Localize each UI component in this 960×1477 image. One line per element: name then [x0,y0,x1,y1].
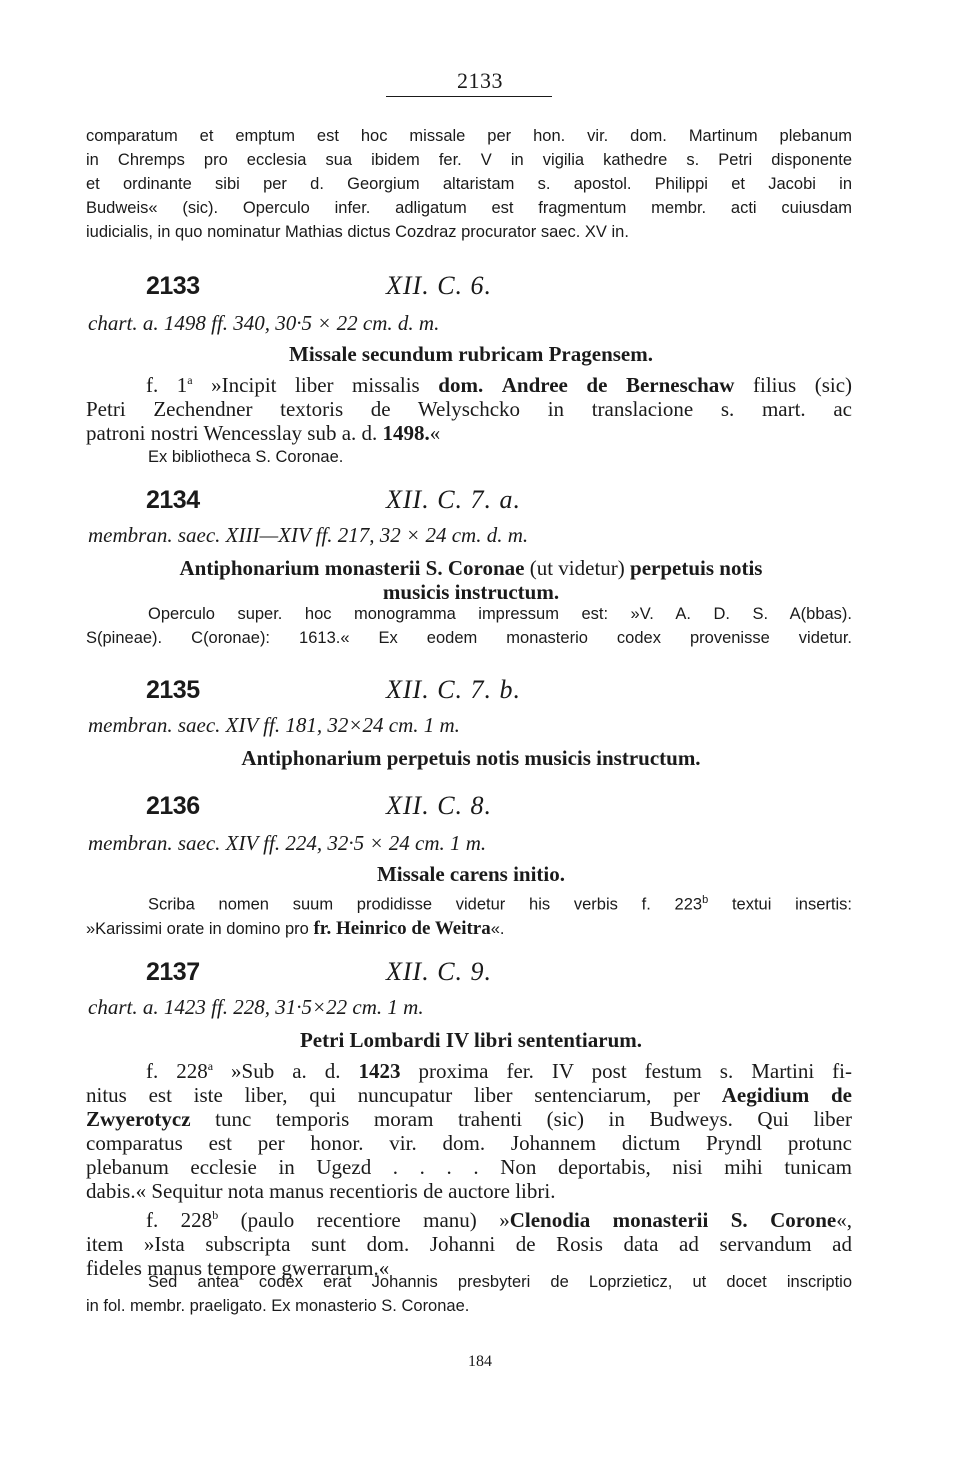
page-number: 184 [468,1353,492,1370]
entry-heading [146,272,846,306]
entry-notes [86,602,852,650]
intro-line: in Chremps pro ecclesia sua ibidem fer. V in vigilia kathedre s. Petri disponente [86,151,852,169]
intro-paragraph [86,124,852,244]
note-line: in fol. membr. praeligato. Ex monasterio S. Coronae. [86,1297,470,1315]
entry-notes [86,1054,852,1280]
note-line: item »Ista subscripta sunt dom. Johanni de Rosis data ad servandum ad [86,1232,852,1256]
head-rule [386,96,552,97]
entry-title: Missale secundum rubricam Pragensem. [289,342,653,366]
intro-line: iudicialis, in quo nominatur Mathias dictus Cozdraz procurator saec. XV in. [86,223,629,241]
note-line: f. 228$^a$ »Sub a. d. 1423 proxima fer. IV post festum s. Martini fi- [146,1059,853,1083]
note-line: f. 1$^a$ »Incipit liber missalis dom. Andree de Berneschaw filius (sic) [146,373,853,397]
entry-title: Antiphonarium perpetuis notis musicis instructum. [241,746,701,770]
note-line: Sed antea codex erat Johannis presbyteri de Loprzieticz, ut docet inscriptio [148,1273,852,1291]
entry-heading [146,958,846,992]
entry-shelfmark: XII. C. 6. [386,271,493,300]
entry-number: 2134 [146,486,200,514]
note-line: dabis.« Sequitur nota manus recentioris de auctore libri. [86,1179,556,1203]
entry-number: 2137 [146,958,200,986]
intro-line: comparatum et emptum est hoc missale per hon. vir. dom. Martinum plebanum [86,127,852,145]
entry-shelfmark: XII. C. 9. [386,957,493,986]
note-line: comparatus est per honor. vir. dom. Johannem dictum Pryndl protunc [86,1131,852,1155]
entry-heading [146,792,846,826]
entry-title: Petri Lombardi IV libri sententiarum. [299,1028,642,1052]
entry-notes [86,368,852,469]
entry-title: Missale carens initio. [376,862,565,886]
running-head: 2133 [457,68,503,93]
entry-heading [146,676,846,710]
entry-shelfmark: XII. C. 7. a. [386,485,522,514]
note-line: Petri Zechendner textoris de Welyschcko in translacione s. mart. ac [86,397,852,421]
intro-line: et ordinante sibi per d. Georgium altaristam s. apostol. Philippi et Jacobi in [86,175,852,193]
note-line: plebanum ecclesie in Ugezd . . . . Non deportabis, nisi mihi tunicam [86,1155,852,1179]
note-line: f. 228$^b$ (paulo recentiore manu) »Clenodia monasterii S. Corone«, [146,1208,852,1232]
entry-physical-description: chart. a. 1423 ff. 228, 31·5×22 cm. 1 m. [88,995,424,1019]
entry-title: Antiphonarium monasterii S. Coronae (ut videtur) perpetuis notis musicis instructum. [179,556,763,604]
note-line: patroni nostri Wencesslay sub a. d. 1498.« [86,421,441,445]
entry-number: 2136 [146,792,200,820]
entry-shelfmark: XII. C. 8. [386,791,493,820]
note-line: Ex bibliotheca S. Coronae. [148,448,344,466]
entry-number: 2133 [146,272,200,300]
intro-line: Budweis« (sic). Operculo infer. adligatum est fragmentum membr. acti cuiusdam [86,199,852,217]
note-line: »Karissimi orate in domino pro fr. Heinrico de Weitra«. [86,917,505,939]
entry-number: 2135 [146,676,200,704]
entry-physical-description: chart. a. 1498 ff. 340, 30·5 × 22 cm. d. m. [88,311,440,335]
entry-physical-description: membran. saec. XIV ff. 181, 32×24 cm. 1 m. [88,713,460,737]
entry-shelfmark: XII. C. 7. b. [386,675,522,704]
note-line: fideles manus tempore gwerrarum.« [86,1256,390,1280]
note-line: Operculo super. hoc monogramma impressum est: »V. A. D. S. A(bbas). [148,605,852,623]
entry-physical-description: membran. saec. XIII—XIV ff. 217, 32 × 24 cm. d. m. [88,523,529,547]
note-line: Scriba nomen suum prodidisse videtur his verbis f. 223$^b$ textui insertis: [148,894,852,914]
note-line: S(pineae). C(oronae): 1613.« Ex eodem monasterio codex provenisse videtur. [86,629,852,647]
note-line: Zwyerotycz tunc temporis moram trahenti (sic) in Budweys. Qui liber [86,1107,852,1131]
note-line: nitus est iste liber, qui nuncupatur liber sentenciarum, per Aegidium de [86,1083,853,1107]
entry-heading [146,486,846,520]
entry-physical-description: membran. saec. XIV ff. 224, 32·5 × 24 cm. 1 m. [88,831,487,855]
entry-notes [86,888,852,941]
entry-provenance [86,1270,852,1318]
